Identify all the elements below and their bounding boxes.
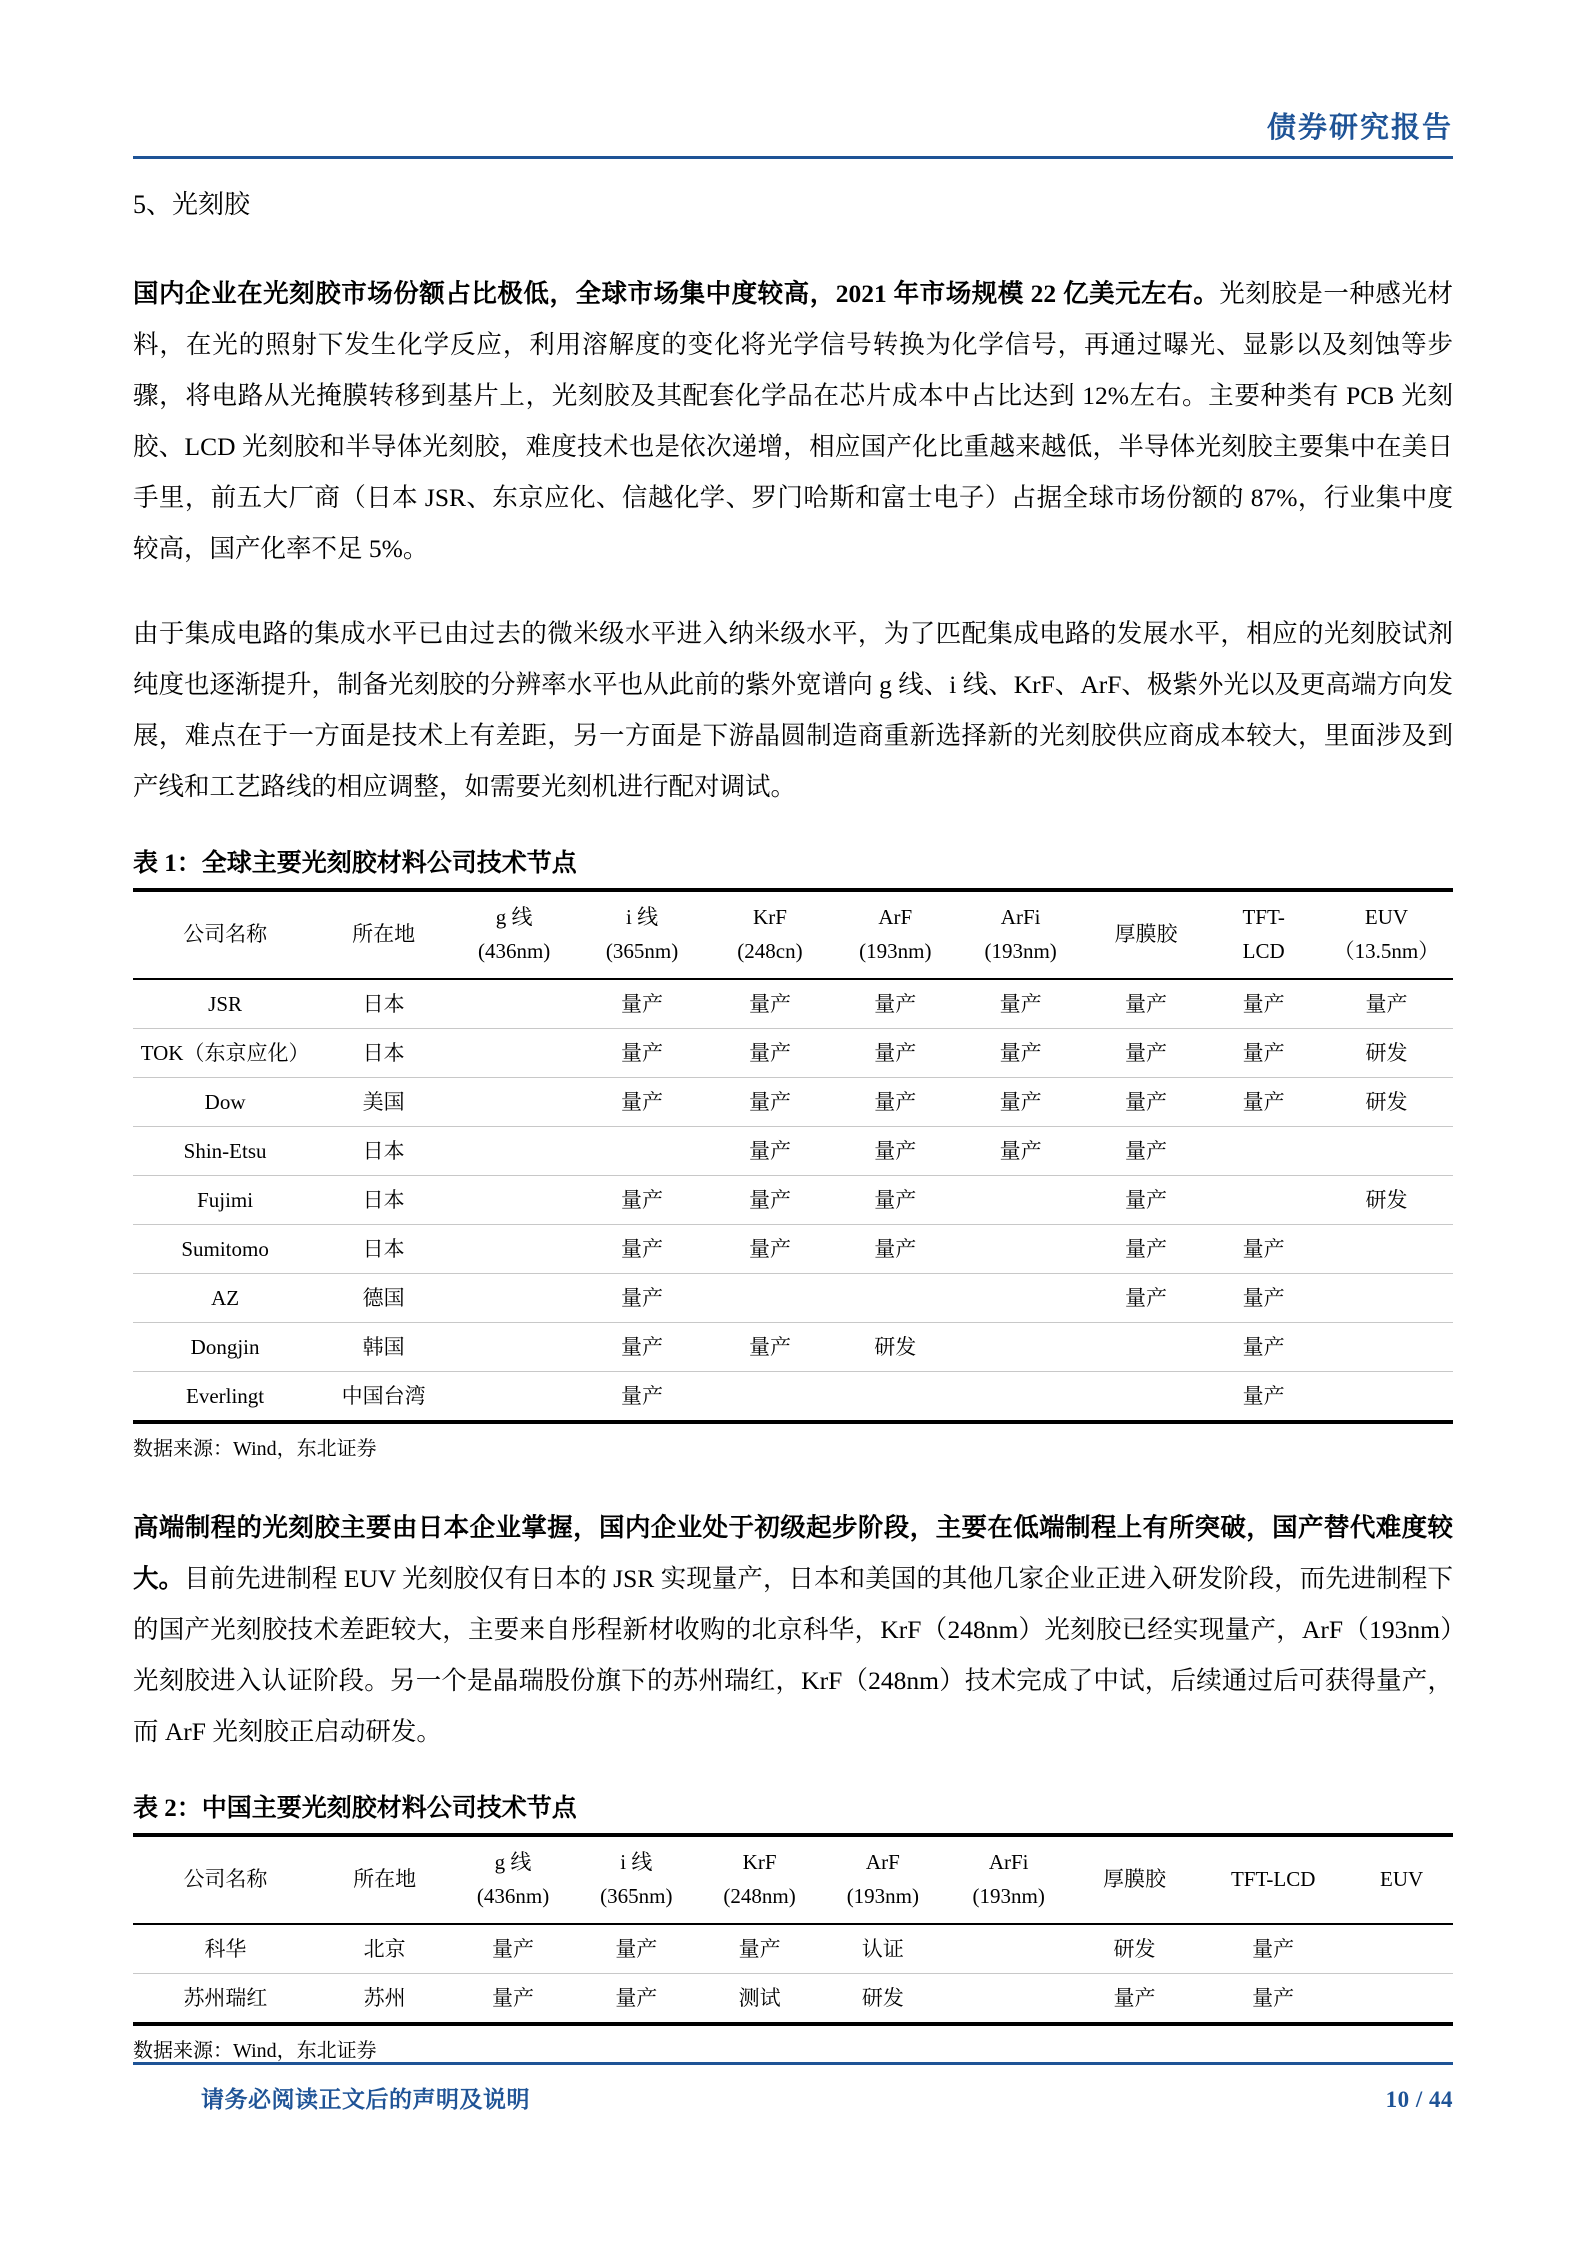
table-cell: 科华 xyxy=(133,1924,318,1974)
table-2-col-header: 厚膜胶 xyxy=(1103,1867,1166,1891)
table-cell: 量产 xyxy=(578,1372,706,1423)
table-cell: 量产 xyxy=(1085,1029,1208,1078)
table-cell: 量产 xyxy=(578,1078,706,1127)
table-cell xyxy=(450,1274,578,1323)
table-cell: 量产 xyxy=(957,979,1085,1029)
table-row xyxy=(133,1078,1453,1127)
table-cell: 量产 xyxy=(698,1924,821,1974)
table-cell: AZ xyxy=(133,1274,317,1323)
table-1-col-header: 公司名称 xyxy=(183,922,268,946)
table-cell: 研发 xyxy=(821,1974,944,2025)
table-cell xyxy=(578,1127,706,1176)
table-cell: 量产 xyxy=(578,1274,706,1323)
table-cell xyxy=(1207,1176,1320,1225)
table-cell: 研发 xyxy=(1320,1029,1453,1078)
table-cell xyxy=(1350,1974,1453,2025)
table-cell: Fujimi xyxy=(133,1176,317,1225)
table-cell xyxy=(944,1974,1072,2025)
table-2-china-photoresist-companies xyxy=(133,1833,1453,2026)
table-cell: 苏州 xyxy=(318,1974,452,2025)
table-2-col-header: i 线 (365nm) xyxy=(600,1850,673,1908)
paragraph-lead-bold: 国内企业在光刻胶市场份额占比极低，全球市场集中度较高，2021 年市场规模 22 亿美元左右。 xyxy=(133,279,1220,308)
table-2-col-header: TFT-LCD xyxy=(1230,1867,1316,1891)
table-cell xyxy=(1320,1127,1453,1176)
table-cell xyxy=(450,1078,578,1127)
table-cell: 量产 xyxy=(451,1924,574,1974)
table-2-col-header: EUV xyxy=(1380,1867,1424,1891)
table-2-header-row xyxy=(133,1835,1453,1924)
table-1-col-header: g 线 (436nm) xyxy=(477,905,551,963)
table-cell: 量产 xyxy=(834,1078,957,1127)
table-row xyxy=(133,1323,1453,1372)
table-cell xyxy=(1085,1372,1208,1423)
table-cell: TOK（东京应化） xyxy=(133,1029,317,1078)
table-row xyxy=(133,1176,1453,1225)
table-cell: 量产 xyxy=(1196,1924,1350,1974)
table-1-source: 数据来源：Wind，东北证券 xyxy=(133,1438,377,1460)
table-cell: 量产 xyxy=(578,979,706,1029)
table-1-global-photoresist-companies xyxy=(133,888,1453,1424)
table-cell: 量产 xyxy=(1085,1274,1208,1323)
table-2-col-header: ArF (193nm) xyxy=(846,1850,920,1908)
table-cell: 量产 xyxy=(1207,979,1320,1029)
table-cell: 日本 xyxy=(317,1029,450,1078)
table-cell: 量产 xyxy=(1207,1323,1320,1372)
table-cell xyxy=(1320,1225,1453,1274)
table-cell: 研发 xyxy=(1320,1078,1453,1127)
table-cell: 量产 xyxy=(1085,1176,1208,1225)
table-cell: 量产 xyxy=(575,1974,698,2025)
table-cell: Shin-Etsu xyxy=(133,1127,317,1176)
paragraph-resolution-trend: 由于集成电路的集成水平已由过去的微米级水平进入纳米级水平，为了匹配集成电路的发展水平，相应的光刻胶试剂纯度也逐渐提升，制备光刻胶的分辨率水平也从此前的紫外宽谱向 g 线、i 线、KrF、ArF、极紫外光以及更高端方向发展，难点在于一方面是技术上有差距，另一方面是下游晶圆制造商重新选择新的光刻胶供应商成本较大，里面涉及到产线和工艺路线的相应调整，如需要光刻机进行配对调试。 xyxy=(133,619,1453,801)
table-cell: 量产 xyxy=(706,1127,834,1176)
table-cell: 量产 xyxy=(1207,1274,1320,1323)
table-cell xyxy=(957,1372,1085,1423)
table-cell xyxy=(1207,1127,1320,1176)
table-cell: 中国台湾 xyxy=(317,1372,450,1423)
table-1-col-header: KrF (248cn) xyxy=(737,905,803,963)
document-body xyxy=(133,186,1453,2076)
table-cell: 量产 xyxy=(578,1323,706,1372)
page-footer xyxy=(133,2062,1453,2114)
table-2-col-header: g 线 (436nm) xyxy=(476,1850,550,1908)
table-cell: 量产 xyxy=(706,1078,834,1127)
table-cell: 量产 xyxy=(578,1225,706,1274)
table-cell xyxy=(450,979,578,1029)
table-1-col-header: 所在地 xyxy=(352,922,416,946)
table-cell xyxy=(1320,1323,1453,1372)
table-1-col-header: TFT- LCD xyxy=(1242,905,1285,963)
table-cell: 量产 xyxy=(1085,979,1208,1029)
table-cell xyxy=(957,1176,1085,1225)
table-cell xyxy=(706,1274,834,1323)
table-cell: 日本 xyxy=(317,1225,450,1274)
table-cell: Dongjin xyxy=(133,1323,317,1372)
table-cell xyxy=(1320,1274,1453,1323)
table-cell: 量产 xyxy=(1320,979,1453,1029)
paragraph-market-share xyxy=(133,268,1453,574)
table-cell: Sumitomo xyxy=(133,1225,317,1274)
paragraph-body-text: 目前先进制程 EUV 光刻胶仅有日本的 JSR 实现量产，日本和美国的其他几家企业正进入研发阶段，而先进制程下的国产光刻胶技术差距较大，主要来自彤程新材收购的北京科华，KrF（248nm）光刻胶已经实现量产，ArF（193nm）光刻胶进入认证阶段。另一个是晶瑞股份旗下的苏州瑞红，KrF（248nm）技术完成了中试，后续通过后可获得量产，而 ArF 光刻胶正启动研发。 xyxy=(133,1564,1453,1746)
table-cell: 量产 xyxy=(575,1924,698,1974)
table-row xyxy=(133,979,1453,1029)
spacer xyxy=(133,1474,1453,1502)
table-cell: 量产 xyxy=(706,1176,834,1225)
table-cell xyxy=(450,1127,578,1176)
table-cell: 测试 xyxy=(698,1974,821,2025)
page-number: 10 / 44 xyxy=(1385,2087,1453,2112)
table-cell: 量产 xyxy=(834,979,957,1029)
table-cell: 日本 xyxy=(317,1127,450,1176)
section-heading: 5、光刻胶 xyxy=(133,190,251,219)
table-row xyxy=(133,1029,1453,1078)
table-row xyxy=(133,1924,1453,1974)
table-2-col-header: 公司名称 xyxy=(183,1867,268,1891)
table-1-caption: 表 1：全球主要光刻胶材料公司技术节点 xyxy=(133,850,577,877)
table-cell xyxy=(706,1372,834,1423)
table-2-block xyxy=(133,1791,1453,2066)
table-cell: 量产 xyxy=(706,979,834,1029)
table-cell xyxy=(1350,1924,1453,1974)
table-cell xyxy=(957,1274,1085,1323)
table-cell: 量产 xyxy=(1207,1029,1320,1078)
table-1-body xyxy=(133,979,1453,1422)
table-1-col-header: ArFi (193nm) xyxy=(984,905,1057,963)
table-cell: 量产 xyxy=(706,1225,834,1274)
table-cell: 量产 xyxy=(957,1127,1085,1176)
footer-disclaimer: 请务必阅读正文后的声明及说明 xyxy=(201,2087,530,2112)
table-cell: 量产 xyxy=(834,1029,957,1078)
table-1-block xyxy=(133,846,1453,1464)
table-cell: 量产 xyxy=(1073,1974,1196,2025)
table-cell: 韩国 xyxy=(317,1323,450,1372)
footer-divider xyxy=(133,2062,1453,2065)
header-divider xyxy=(133,156,1453,159)
table-cell xyxy=(834,1274,957,1323)
table-cell: Dow xyxy=(133,1078,317,1127)
table-row xyxy=(133,1225,1453,1274)
table-cell xyxy=(1085,1323,1208,1372)
table-1-col-header: 厚膜胶 xyxy=(1114,922,1178,946)
table-cell: 研发 xyxy=(1320,1176,1453,1225)
table-cell: 量产 xyxy=(706,1029,834,1078)
table-cell: 北京 xyxy=(318,1924,452,1974)
table-cell xyxy=(450,1029,578,1078)
table-cell: 苏州瑞红 xyxy=(133,1974,318,2025)
table-cell: 量产 xyxy=(1085,1078,1208,1127)
table-cell: Everlingt xyxy=(133,1372,317,1423)
table-cell xyxy=(957,1225,1085,1274)
table-cell: 日本 xyxy=(317,979,450,1029)
table-cell: 德国 xyxy=(317,1274,450,1323)
table-cell: JSR xyxy=(133,979,317,1029)
page-header xyxy=(133,108,1453,170)
table-cell: 量产 xyxy=(706,1323,834,1372)
table-1-col-header: EUV （13.5nm） xyxy=(1333,905,1440,963)
table-cell xyxy=(450,1176,578,1225)
paragraph-lead-bold: 高端制程的光刻胶主要由日本企业掌握，国内企业处于初级起步阶段，主要在低端制程上有所突破，国产替代难度较大。 xyxy=(133,1513,1453,1593)
table-cell: 研发 xyxy=(1073,1924,1196,1974)
table-2-body xyxy=(133,1924,1453,2024)
table-row xyxy=(133,1372,1453,1423)
table-cell xyxy=(450,1323,578,1372)
table-1-col-header: i 线 (365nm) xyxy=(605,905,679,963)
table-cell: 美国 xyxy=(317,1078,450,1127)
table-cell: 认证 xyxy=(821,1924,944,1974)
table-cell xyxy=(450,1372,578,1423)
table-cell: 量产 xyxy=(1207,1372,1320,1423)
table-cell xyxy=(957,1323,1085,1372)
table-cell xyxy=(1320,1372,1453,1423)
table-cell xyxy=(450,1225,578,1274)
paragraph-body-text: 光刻胶是一种感光材料，在光的照射下发生化学反应，利用溶解度的变化将光学信号转换为化学信号，再通过曝光、显影以及刻蚀等步骤，将电路从光掩膜转移到基片上，光刻胶及其配套化学品在芯片成本中占比达到 12%左右。主要种类有 PCB 光刻胶、LCD 光刻胶和半导体光刻胶，难度技术也是依次递增，相应国产化比重越来越低，半导体光刻胶主要集中在美日手里，前五大厂商（日本 JSR、东京应化、信越化学、罗门哈斯和富士电子）占据全球市场份额的 87%，行业集中度较高，国产化率不足 5%。 xyxy=(133,279,1453,563)
table-cell: 日本 xyxy=(317,1176,450,1225)
table-2-col-header: 所在地 xyxy=(353,1867,417,1891)
table-2-source: 数据来源：Wind，东北证券 xyxy=(133,2040,377,2062)
table-cell: 量产 xyxy=(957,1078,1085,1127)
table-cell: 量产 xyxy=(578,1176,706,1225)
table-row xyxy=(133,1274,1453,1323)
table-row xyxy=(133,1974,1453,2025)
table-cell: 量产 xyxy=(578,1029,706,1078)
paragraph-domestic-progress xyxy=(133,1502,1453,1757)
table-2-caption: 表 2：中国主要光刻胶材料公司技术节点 xyxy=(133,1795,577,1822)
table-cell: 量产 xyxy=(957,1029,1085,1078)
table-cell: 量产 xyxy=(451,1974,574,2025)
table-cell xyxy=(834,1372,957,1423)
table-cell: 量产 xyxy=(834,1176,957,1225)
footer-row xyxy=(133,2081,1453,2114)
table-2-col-header: ArFi (193nm) xyxy=(972,1850,1045,1908)
table-2-col-header: KrF (248nm) xyxy=(723,1850,796,1908)
table-cell: 研发 xyxy=(834,1323,957,1372)
table-cell: 量产 xyxy=(1085,1127,1208,1176)
report-type-title: 债券研究报告 xyxy=(1266,112,1453,144)
table-cell: 量产 xyxy=(1207,1078,1320,1127)
table-row xyxy=(133,1127,1453,1176)
table-cell: 量产 xyxy=(1085,1225,1208,1274)
table-1-header-row xyxy=(133,890,1453,979)
table-1-col-header: ArF (193nm) xyxy=(859,905,932,963)
table-cell: 量产 xyxy=(1196,1974,1350,2025)
table-cell: 量产 xyxy=(834,1225,957,1274)
table-cell: 量产 xyxy=(834,1127,957,1176)
table-cell: 量产 xyxy=(1207,1225,1320,1274)
table-cell xyxy=(944,1924,1072,1974)
